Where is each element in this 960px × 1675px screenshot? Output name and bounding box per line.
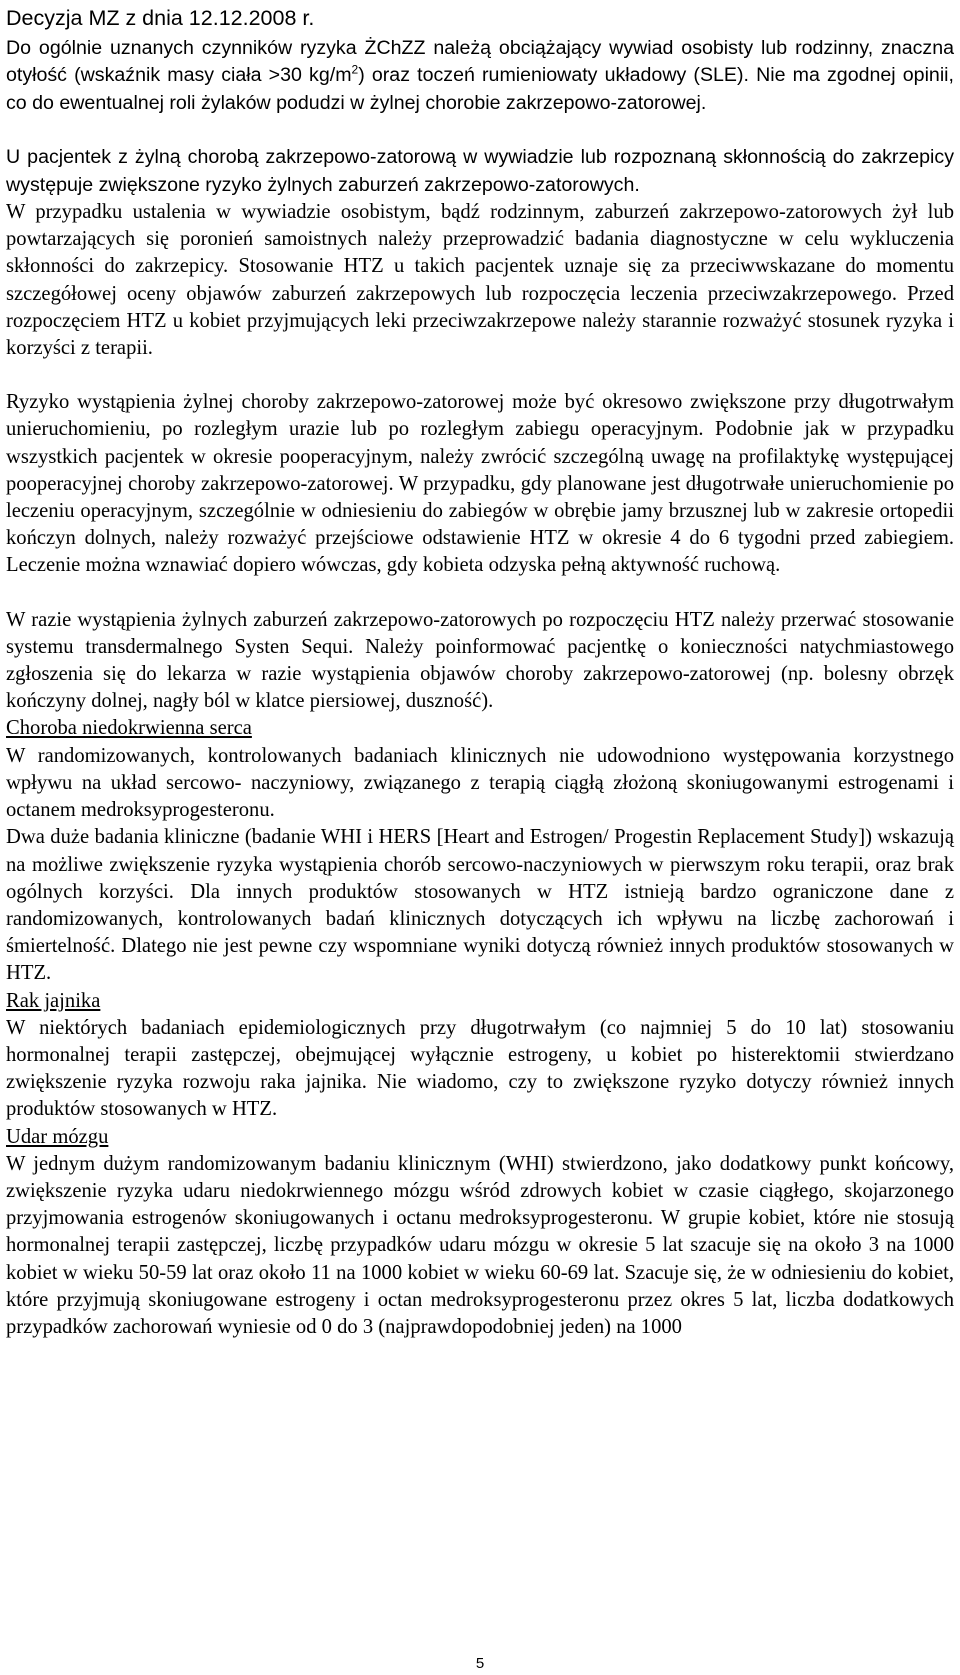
document-page bbox=[6, 4, 954, 1341]
intro-text-b: ) oraz toczeń rumieniowaty układowy (SLE). Nie ma zgodnej opinii, co do ewentualnej roli żylaków podudzi w żylnej chorobie zakrzepowo-zatorowej. bbox=[6, 64, 954, 114]
immobilization-paragraph: Ryzyko wystąpienia żylnej choroby zakrzepowo-zatorowej może być okresowo zwiększone przy długotrwałym unieruchomieniu, po rozległym urazie lub po rozległym zabiegu operacyjnym. Podobnie jak w przypadku wszystkich pacjentek w okresie pooperacyjnym, należy zwrócić szczególną uwagę na profilaktykę występującej pooperacyjnej choroby zakrzepowo-zatorowej. W przypadku, gdy planowane jest długotrwałe unieruchomienie po leczeniu operacyjnym, szczególnie w odniesieniu do zabiegów w obrębie jamy brzusznej lub w zakresie ortopedii kończyn dolnych, należy rozważyć przejściowe odstawienie HTZ w okresie 4 do 6 tygodni przed zabiegiem. Leczenie można wznawiać dopiero wówczas, gdy kobieta odzyska pełną aktywność ruchową. bbox=[6, 391, 954, 577]
document-header: Decyzja MZ z dnia 12.12.2008 r. bbox=[6, 6, 315, 30]
ovarian-cancer-paragraph: W niektórych badaniach epidemiologicznych przy długotrwałym (co najmniej 5 do 10 lat) stosowaniu hormonalnej terapii zastępczej, obejmującej wyłącznie estrogeny, u kobiet po histerektomii stwierdzano zwiększenie ryzyka rozwoju raka jajnika. Nie wiadomo, czy to zwiększone ryzyko dotyczy również innych produktów stosowanych w HTZ. bbox=[6, 1016, 954, 1121]
thrombosis-paragraph-sans: U pacjentek z żylną chorobą zakrzepowo-zatorową w wywiadzie lub rozpoznaną skłonnością do zakrzepicy występuje zwiększone ryzyko żylnych zaburzeń zakrzepowo-zatorowych. bbox=[6, 146, 954, 196]
superscript-2: 2 bbox=[351, 62, 359, 77]
ovarian-cancer-heading: Rak jajnika bbox=[6, 989, 101, 1012]
heart-disease-paragraph-1: W randomizowanych, kontrolowanych badaniach klinicznych nie udowodniono występowania korzystnego wpływu na układ sercowo- naczyniowy, związanego z terapią ciągłą złożoną skoniugowanymi estrogenami i octanem medroksyprogesteronu. bbox=[6, 744, 954, 822]
discontinuation-paragraph: W razie wystąpienia żylnych zaburzeń zakrzepowo-zatorowych po rozpoczęciu HTZ należy przerwać stosowanie systemu transdermalnego Systen Sequi. Należy poinformować pacjentkę o konieczności natychmiastowego zgłoszenia się do lekarza w razie wystąpienia objawów choroby zakrzepowo-zatorowej (np. bolesny obrzęk kończyny dolnej, nagły ból w klatce piersiowej, duszność). bbox=[6, 608, 954, 713]
intro-paragraph bbox=[6, 35, 954, 117]
heart-disease-paragraph-2: Dwa duże badania kliniczne (badanie WHI i HERS [Heart and Estrogen/ Progestin Replacement Study]) wskazują na możliwe zwiększenie ryzyka wystąpienia chorób sercowo-naczyniowych w pierwszym roku terapii, oraz brak ogólnych korzyści. Dla innych produktów stosowanych w HTZ istnieją bardzo ograniczone dane z randomizowanych, kontrolowanych badań klinicznych dotyczących ich wpływu na liczbę zachorowań i śmiertelność. Dlatego nie jest pewne czy wspomniane wyniki dotyczą również innych produktów stosowanych w HTZ. bbox=[6, 826, 954, 985]
page-number: 5 bbox=[475, 1655, 485, 1672]
heart-disease-heading: Choroba niedokrwienna serca bbox=[6, 717, 252, 740]
stroke-paragraph: W jednym dużym randomizowanym badaniu klinicznym (WHI) stwierdzono, jako dodatkowy punkt końcowy, zwiększenie ryzyka udaru niedokrwiennego mózgu wśród zdrowych kobiet w czasie ciągłego, skojarzonego przyjmowania estrogenów skoniugowanych i octanu medroksyprogesteronu. W grupie kobiet, które nie stosują hormonalnej terapii zastępczej, liczbę przypadków udaru mózgu w okresie 5 lat szacuje się na około 3 na 1000 kobiet w wieku 50-59 lat oraz około 11 na 1000 kobiet w wieku 60-69 lat. Szacuje się, że w odniesieniu do kobiet, które przyjmują skoniugowane estrogeny i octan medroksyprogesteronu przez okres 5 lat, liczba dodatkowych przypadków zachorowań wyniesie od 0 do 3 (najprawdopodobniej jeden) na 1000 bbox=[6, 1152, 954, 1338]
thrombosis-paragraph-serif: W przypadku ustalenia w wywiadzie osobistym, bądź rodzinnym, zaburzeń zakrzepowo-zatorowych żył lub powtarzających się poronień samoistnych należy przeprowadzić badania diagnostyczne w celu wykluczenia skłonności do zakrzepicy. Stosowanie HTZ u takich pacjentek uznaje się za przeciwwskazane do momentu szczegółowej oceny objawów zaburzeń zakrzepowych lub rozpoczęcia leczenia przeciwzakrzepowego. Przed rozpoczęciem HTZ u kobiet przyjmujących leki przeciwzakrzepowe należy starannie rozważyć stosunek ryzyka i korzyści z terapii. bbox=[6, 201, 954, 360]
intro-text-a: Do ogólnie uznanych czynników ryzyka ŻChZZ należą obciążający wywiad osobisty lub rodzinny, znaczna otyłość (wskaźnik masy ciała >30 kg/m bbox=[6, 37, 954, 87]
stroke-heading: Udar mózgu bbox=[6, 1125, 109, 1148]
